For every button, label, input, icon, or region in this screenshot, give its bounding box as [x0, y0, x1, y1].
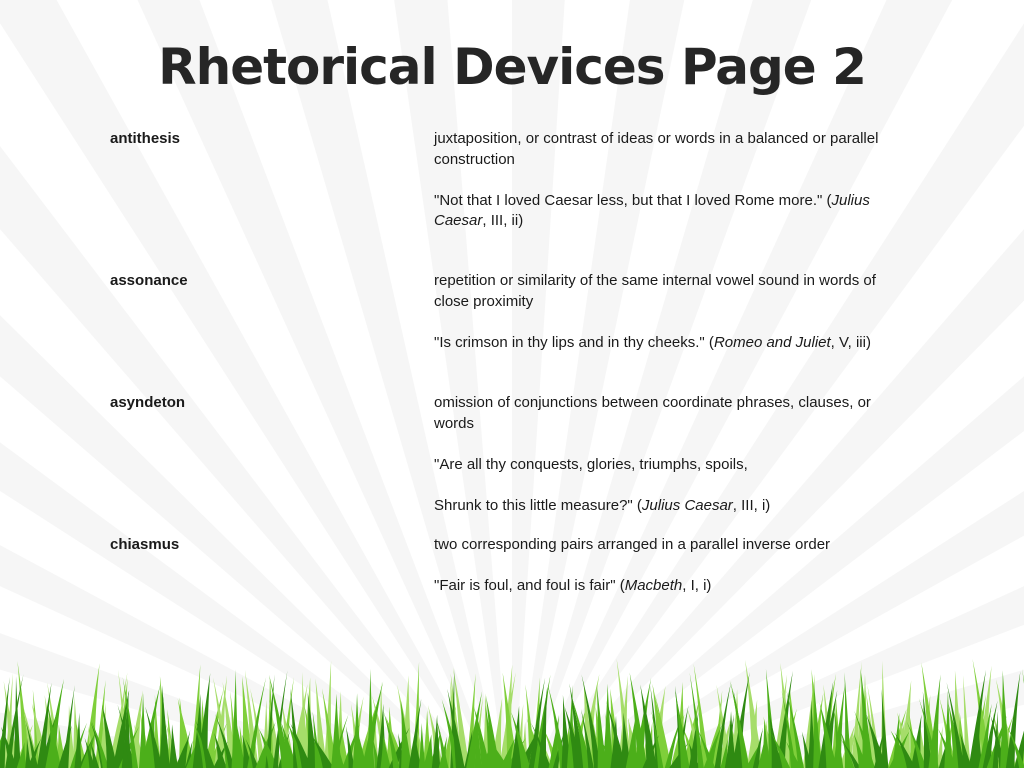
page-title: Rhetorical Devices Page 2	[158, 38, 866, 96]
example-quote: Shrunk to this little measure?" (Julius Caesar, III, i)	[434, 496, 771, 514]
grass-blade	[745, 660, 763, 768]
definition-block	[434, 271, 884, 353]
grass-decoration	[0, 630, 1024, 768]
definition-text: two corresponding pairs arranged in a parallel inverse order	[434, 536, 831, 553]
term-label: asyndeton	[110, 394, 186, 411]
grass-blade	[882, 689, 889, 768]
term-label: assonance	[110, 272, 188, 289]
definition-block	[434, 393, 884, 516]
source-title: Macbeth	[624, 577, 683, 594]
definition-text: juxtaposition, or contrast of ideas or words in a balanced or parallel construction	[434, 130, 879, 168]
example-quote-line: "Are all thy conquests, glories, triumphs, spoils,	[434, 455, 748, 473]
source-title: Julius Caesar	[641, 496, 733, 514]
source-title: Julius Caesar	[434, 191, 870, 229]
term-label: chiasmus	[110, 536, 180, 553]
definition-block	[434, 129, 884, 232]
example-quote: "Not that I loved Caesar less, but that I loved Rome more." (Julius Caesar, III, ii)	[434, 191, 870, 229]
example-quote: "Fair is foul, and foul is fair" (Macbeth, I, i)	[434, 577, 712, 594]
example-quote: "Is crimson in thy lips and in thy cheeks." (Romeo and Juliet, V, iii)	[434, 333, 871, 351]
source-title: Romeo and Juliet	[713, 333, 831, 351]
definition-text: omission of conjunctions between coordinate phrases, clauses, or words	[434, 394, 871, 432]
definition-text: repetition or similarity of the same internal vowel sound in words of close proximity	[434, 272, 876, 310]
definition-block	[434, 535, 884, 597]
term-label: antithesis	[110, 130, 181, 147]
